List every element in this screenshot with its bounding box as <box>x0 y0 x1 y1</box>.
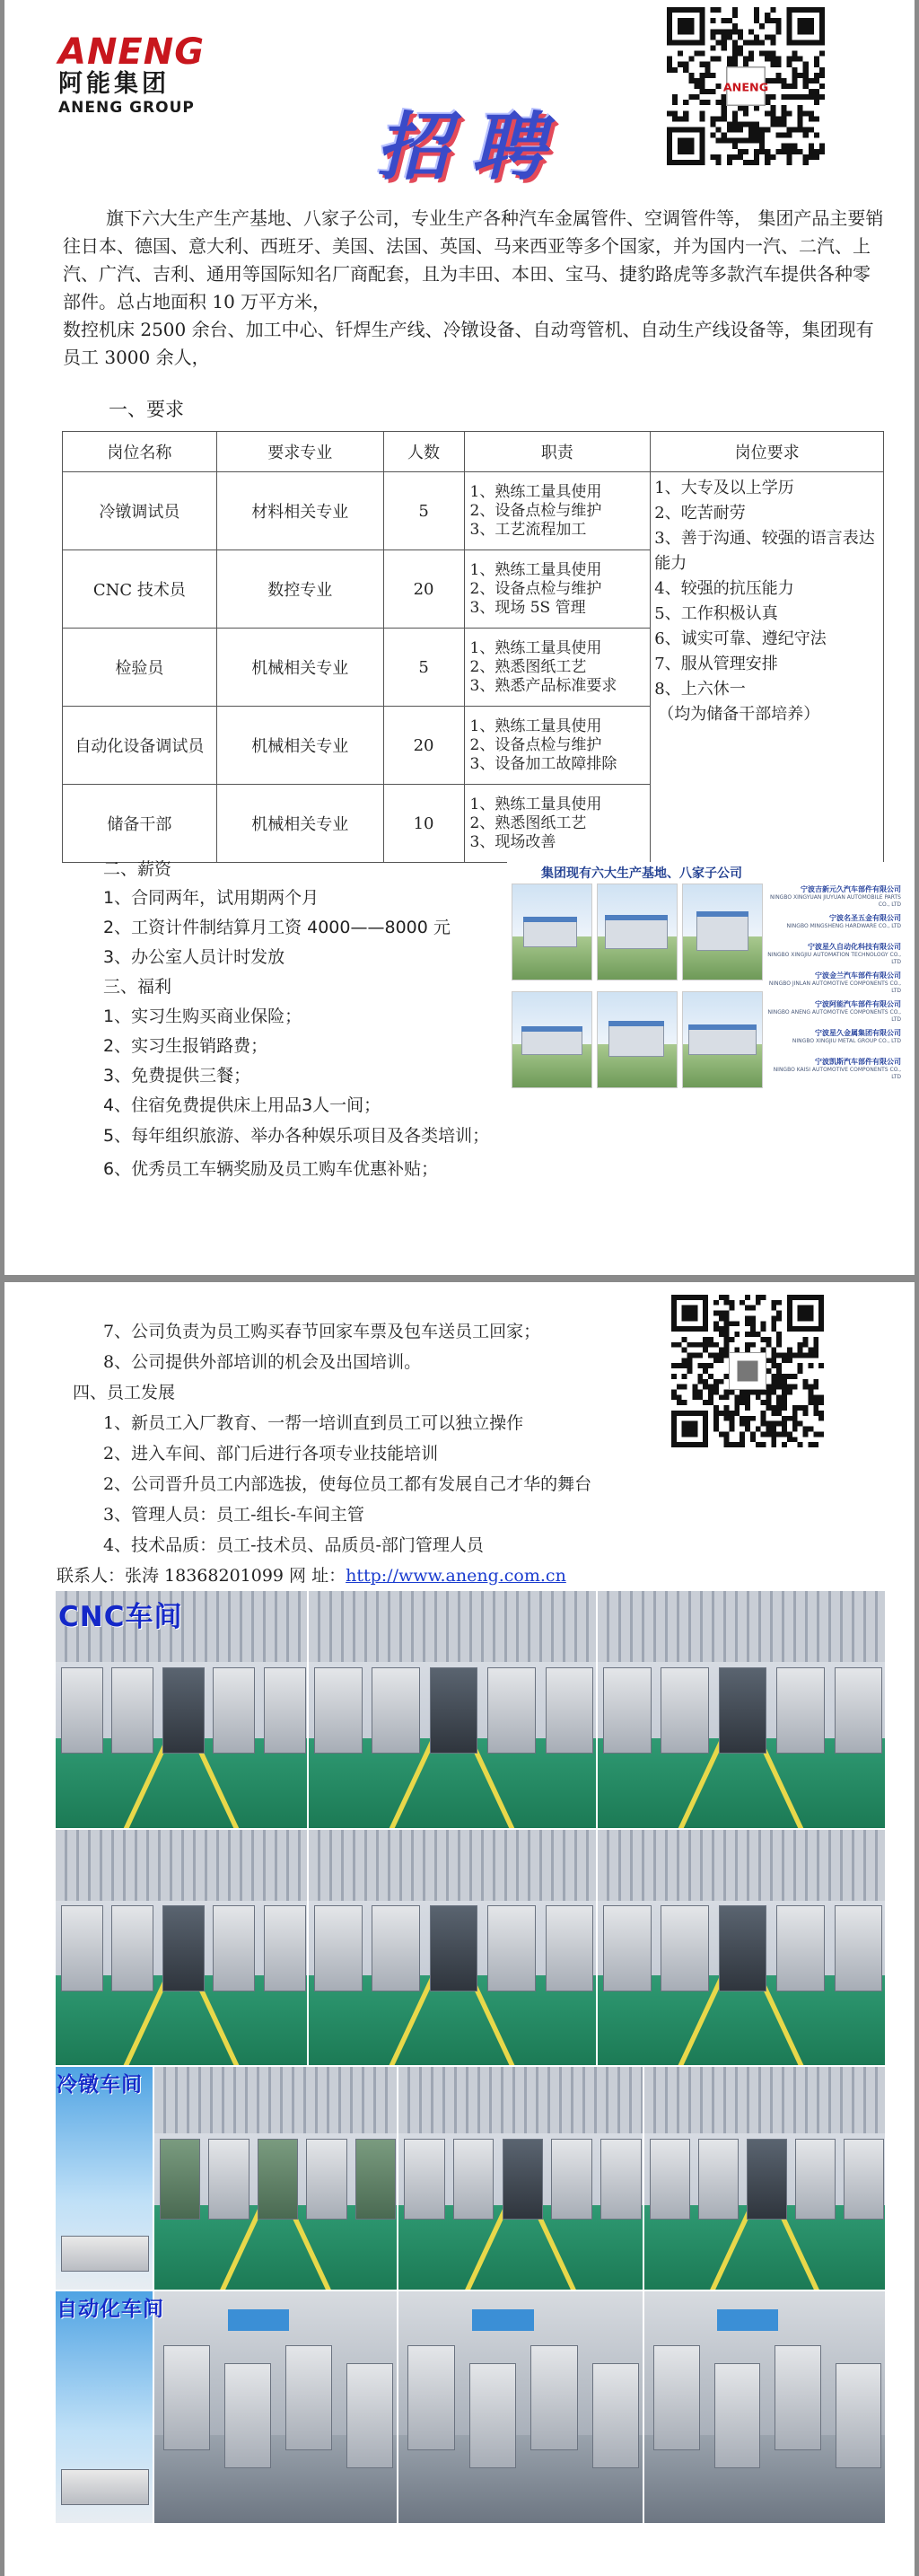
base-photo <box>682 991 763 1088</box>
intro-paragraph: 数控机床 2500 余台、加工中心、钎焊生产线、冷镦设备、自动弯管机、自动生产线设备等，集团现有员工 3000 余人， <box>63 319 874 368</box>
header-major: 要求专业 <box>216 432 383 472</box>
requirement-item: 4、较强的抗压能力 <box>654 579 794 598</box>
company-name-cn: 宁波金兰汽车部件有限公司 <box>815 971 901 980</box>
qr-code-top[interactable] <box>667 7 825 165</box>
company-entry <box>766 971 901 995</box>
header-duties: 职责 <box>464 432 651 472</box>
duty-item: 2、熟悉图纸工艺 <box>469 813 587 832</box>
company-name-cn: 宁波凯斯汽车部件有限公司 <box>815 1058 901 1066</box>
duty-item: 3、熟悉产品标准要求 <box>469 676 617 695</box>
workshop-gallery <box>55 1590 886 2563</box>
company-name-en: NINGBO XINGJIU AUTOMATION TECHNOLOGY CO., LTD <box>767 952 901 965</box>
salary-item: 1、合同两年，试用期两个月 <box>103 888 319 908</box>
job-major: 机械相关专业 <box>216 707 383 785</box>
job-position: 自动化设备调试员 <box>63 707 217 785</box>
svg-text:ANENG: ANENG <box>722 81 769 95</box>
job-major: 机械相关专业 <box>216 629 383 707</box>
workshop-photo <box>153 2066 398 2290</box>
duty-item: 1、熟练工量具使用 <box>469 638 602 657</box>
job-duties <box>464 785 651 863</box>
welfare-item: 1、实习生购买商业保险； <box>103 1007 302 1026</box>
base-photo <box>512 884 592 980</box>
intro-paragraph: 旗下六大生产生产基地、八家子公司，专业生产各种汽车金属管件、空调管件等， 集团产品主要销往日本、德国、意大利、西班牙、美国、法国、英国、马来西亚等多个国家，并为国内一汽、二汽、上汽、广汽、吉利、通用等国际知名厂商配套，且为丰田、本田、宝马、捷豹路虎等多款汽车提供各种零部件。总占地面积 10 万平方米， <box>63 207 884 312</box>
bases-title: 集团现有六大生产基地、八家子公司 <box>541 866 742 881</box>
caption-cold-heading-workshop: 冷镦车间 <box>57 2073 143 2097</box>
duty-item: 1、熟练工量具使用 <box>469 717 602 735</box>
requirement-item: 5、工作积极认真 <box>654 604 778 623</box>
job-requirements <box>651 472 884 863</box>
job-count: 10 <box>383 785 464 863</box>
welfare-item: 2、实习生报销路费； <box>103 1036 268 1056</box>
base-photo <box>682 884 763 980</box>
welfare-item: 7、公司负责为员工购买春节回家车票及包车送员工回家； <box>103 1322 541 1341</box>
duty-item: 2、设备点检与维护 <box>469 579 602 598</box>
development-item: 1、新员工入厂教育、一帮一培训直到员工可以独立操作 <box>103 1413 524 1433</box>
requirement-item: （均为储备干部培养） <box>658 705 820 724</box>
base-photo <box>597 884 678 980</box>
base-photo <box>512 991 592 1088</box>
workshop-photo <box>55 2290 153 2524</box>
company-name-en: NINGBO JINLAN AUTOMOTIVE COMPONENTS CO., LTD <box>768 980 901 994</box>
requirement-item: 6、诚实可靠、遵纪守法 <box>654 629 827 648</box>
workshop-photo <box>597 1829 886 2066</box>
job-duties <box>464 550 651 629</box>
salary-item: 2、工资计件制结算月工资 4000——8000 元 <box>103 918 451 937</box>
poster-page-1 <box>4 0 915 1275</box>
job-duties <box>464 707 651 785</box>
requirement-item: 7、服从管理安排 <box>654 655 778 673</box>
requirement-item: 1、大专及以上学历 <box>654 479 794 497</box>
job-position: 冷镦调试员 <box>63 472 217 550</box>
workshop-photo <box>153 2290 398 2524</box>
job-duties <box>464 472 651 550</box>
job-position: 检验员 <box>63 629 217 707</box>
job-position: 储备干部 <box>63 785 217 863</box>
poster-page-2 <box>4 1282 915 2576</box>
job-table-header <box>63 432 884 472</box>
duty-item: 1、熟练工量具使用 <box>469 795 602 813</box>
contact-label: 联系人：张涛 18368201099 网 址： <box>57 1566 346 1586</box>
workshop-photo <box>308 1590 597 1829</box>
company-entry <box>766 914 901 930</box>
header-requirements: 岗位要求 <box>651 432 884 472</box>
development-item: 2、公司晋升员工内部选拔，使每位员工都有发展自己才华的舞台 <box>103 1474 592 1494</box>
company-entry <box>766 1058 901 1081</box>
development-heading: 四、员工发展 <box>73 1383 176 1402</box>
salary-heading: 二、薪资 <box>103 859 172 879</box>
company-name-cn: 宁波星久自动化科技有限公司 <box>808 943 901 951</box>
job-major: 数控专业 <box>216 550 383 629</box>
welfare-item: 5、每年组织旅游、举办各种娱乐项目及各类培训； <box>103 1126 490 1146</box>
section-requirements-heading: 一、要求 <box>109 399 184 420</box>
job-count: 20 <box>383 707 464 785</box>
workshop-photo <box>597 1590 886 1829</box>
caption-automation-workshop: 自动化车间 <box>57 2298 164 2321</box>
company-name-en: NINGBO MINGSHENG HARDWARE CO., LTD <box>786 923 901 929</box>
production-bases-panel <box>507 862 906 1101</box>
development-item: 2、进入车间、部门后进行各项专业技能培训 <box>103 1444 439 1464</box>
qr-code-icon <box>667 7 825 165</box>
company-name-cn: 宁波吉新元久汽车部件有限公司 <box>801 885 901 893</box>
workshop-photo <box>55 2066 153 2290</box>
duty-item: 2、设备点检与维护 <box>469 735 602 754</box>
company-name-cn: 宁波名圣五金有限公司 <box>829 914 901 922</box>
job-major: 机械相关专业 <box>216 785 383 863</box>
workshop-photo <box>55 1829 308 2066</box>
job-table <box>62 431 884 863</box>
qr-code-bottom[interactable] <box>671 1295 824 1447</box>
workshop-photo <box>398 2290 643 2524</box>
welfare-item: 8、公司提供外部培训的机会及出国培训。 <box>103 1352 422 1372</box>
company-name-cn: 宁波阿能汽车部件有限公司 <box>815 1000 901 1008</box>
company-name-cn: 宁波星久金属集团有限公司 <box>815 1029 901 1037</box>
company-entry <box>766 1000 901 1024</box>
company-entry <box>766 943 901 966</box>
caption-cnc-workshop: CNC车间 <box>58 1601 183 1633</box>
duty-item: 3、工艺流程加工 <box>469 520 587 539</box>
base-photo <box>597 991 678 1088</box>
development-item: 4、技术品质：员工-技术员、品质员-部门管理人员 <box>103 1535 484 1555</box>
job-position: CNC 技术员 <box>63 550 217 629</box>
welfare-heading: 三、福利 <box>103 977 172 997</box>
recruitment-headline: 招聘 <box>376 105 566 190</box>
duty-item: 3、现场 5S 管理 <box>469 598 586 617</box>
company-entry <box>766 885 901 909</box>
website-link[interactable]: http://www.aneng.com.cn <box>346 1566 566 1586</box>
company-intro <box>63 205 884 372</box>
salary-item: 3、办公室人员计时发放 <box>103 947 285 967</box>
workshop-photo <box>308 1829 597 2066</box>
header-count: 人数 <box>383 432 464 472</box>
workshop-photo <box>643 2066 886 2290</box>
job-duties <box>464 629 651 707</box>
company-name-en: NINGBO ANENG AUTOMOTIVE COMPONENTS CO., LTD <box>767 1009 901 1023</box>
job-count: 5 <box>383 472 464 550</box>
contact-line <box>57 1562 566 1587</box>
duty-item: 2、熟悉图纸工艺 <box>469 657 587 676</box>
qr-code-icon <box>671 1295 824 1447</box>
company-name-en: NINGBO XINGYUAN JIUYUAN AUTOMOBILE PARTS CO., LTD <box>769 894 901 908</box>
logo-mark: ANENG <box>58 31 206 73</box>
duty-item: 1、熟练工量具使用 <box>469 482 602 501</box>
job-count: 20 <box>383 550 464 629</box>
logo-name-cn: 阿能集团 <box>58 70 170 98</box>
welfare-item: 3、免费提供三餐； <box>103 1066 251 1086</box>
requirement-item: 2、吃苦耐劳 <box>654 504 746 523</box>
company-name-en: NINGBO KAISI AUTOMOTIVE COMPONENTS CO., LTD <box>773 1067 901 1080</box>
company-name-en: NINGBO XINGJIU METAL GROUP CO., LTD <box>792 1038 901 1044</box>
company-entry <box>766 1029 901 1045</box>
workshop-photo <box>643 2290 886 2524</box>
company-logo <box>58 31 229 117</box>
job-row <box>63 472 884 550</box>
welfare-item: 4、住宿免费提供床上用品3人一间； <box>103 1095 381 1115</box>
welfare-item: 6、优秀员工车辆奖励及员工购车优惠补贴； <box>103 1159 439 1179</box>
development-item: 3、管理人员：员工-组长-车间主管 <box>103 1505 364 1525</box>
duty-item: 2、设备点检与维护 <box>469 501 602 520</box>
duty-item: 3、设备加工故障排除 <box>469 754 617 773</box>
job-count: 5 <box>383 629 464 707</box>
header-position: 岗位名称 <box>63 432 217 472</box>
requirement-item: 3、善于沟通、较强的语言表达能力 <box>654 529 875 573</box>
job-major: 材料相关专业 <box>216 472 383 550</box>
duty-item: 3、现场改善 <box>469 832 556 851</box>
logo-name-en: ANENG GROUP <box>58 99 195 117</box>
workshop-photo <box>398 2066 643 2290</box>
duty-item: 1、熟练工量具使用 <box>469 560 602 579</box>
requirement-item: 8、上六休一 <box>654 680 746 699</box>
